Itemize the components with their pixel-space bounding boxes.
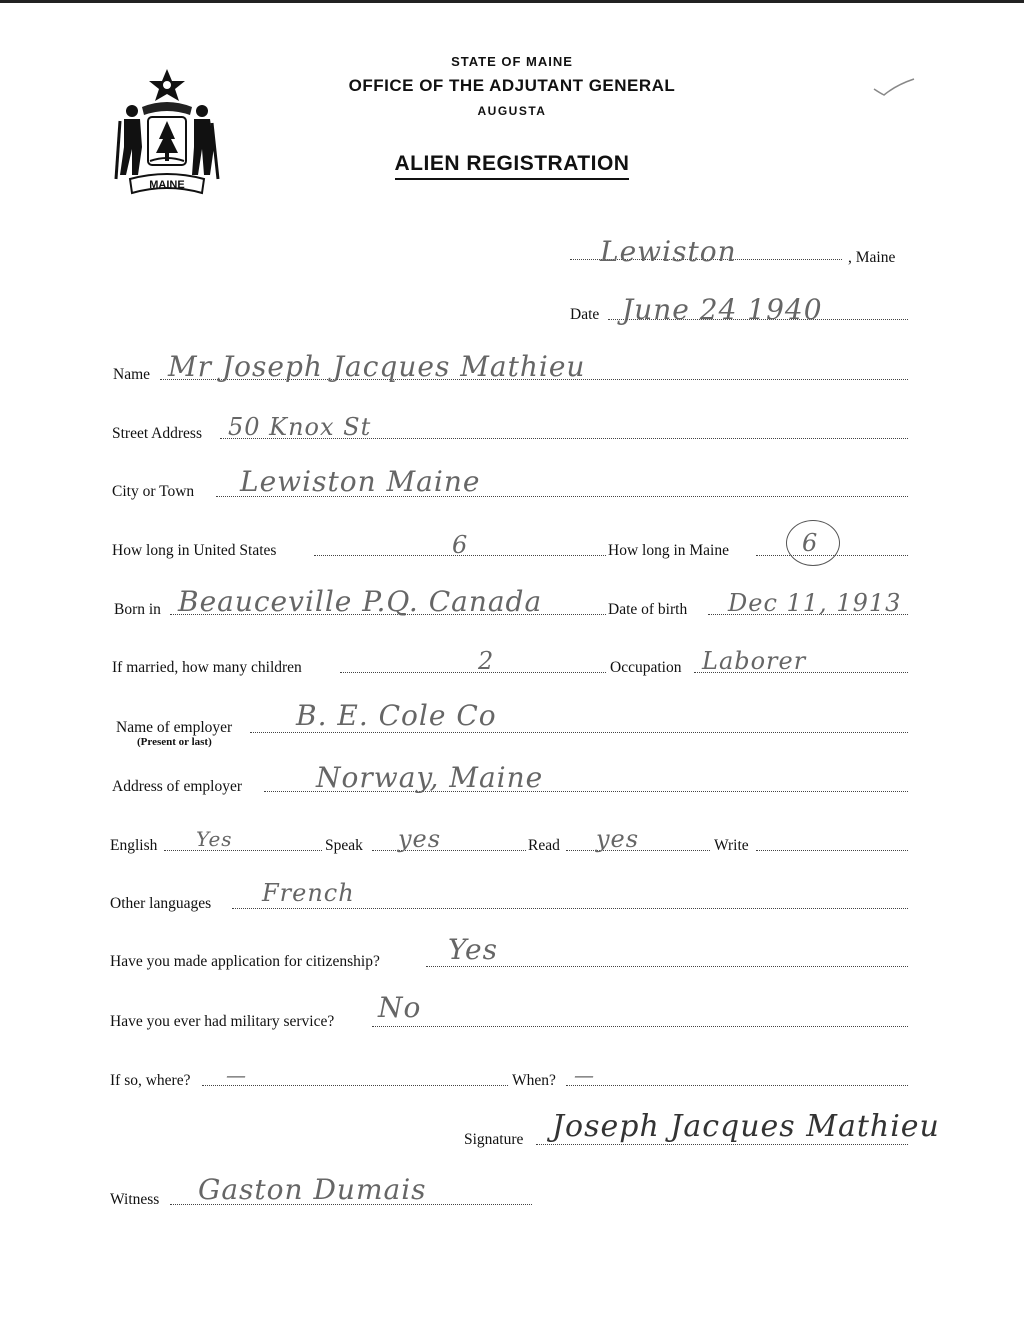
born-value: Beauceville P.Q. Canada: [178, 585, 543, 618]
military-value: No: [378, 991, 422, 1024]
occupation-value: Laborer: [702, 647, 807, 675]
when-line: [566, 1085, 908, 1086]
citizenship-value: Yes: [448, 933, 498, 966]
speak-line: [372, 850, 526, 851]
english-value: Yes: [196, 827, 233, 851]
where-value: —: [226, 1063, 247, 1087]
date-value: June 24 1940: [622, 293, 823, 326]
employer-address-value: Norway, Maine: [316, 761, 544, 794]
city-label: City or Town: [112, 483, 195, 500]
name-label: Name: [113, 366, 151, 383]
dob-value: Dec 11, 1913: [728, 589, 902, 617]
english-line: [164, 850, 322, 851]
citizenship-line: [426, 966, 908, 967]
years-maine-label: How long in Maine: [608, 542, 729, 559]
city-value: Lewiston Maine: [240, 465, 481, 498]
children-line: [340, 672, 606, 673]
town-value: Lewiston: [600, 235, 737, 268]
children-value: 2: [478, 647, 495, 675]
city-heading: AUGUSTA: [477, 104, 547, 118]
read-label: Read: [528, 837, 560, 854]
write-line: [756, 850, 908, 851]
office-heading: OFFICE OF THE ADJUTANT GENERAL: [348, 76, 676, 95]
seal-text: MAINE: [149, 179, 185, 191]
form-title: ALIEN REGISTRATION: [395, 152, 630, 180]
military-line: [372, 1026, 908, 1027]
speak-value: yes: [398, 825, 442, 853]
state-heading: STATE OF MAINE: [451, 54, 573, 69]
english-label: English: [110, 837, 158, 854]
military-label: Have you ever had military service?: [110, 1013, 335, 1030]
other-languages-label: Other languages: [110, 895, 212, 912]
dob-label: Date of birth: [608, 601, 688, 618]
read-value: yes: [596, 825, 640, 853]
employer-address-label: Address of employer: [112, 778, 242, 795]
signature-line: [536, 1144, 908, 1145]
maine-suffix: , Maine: [848, 249, 896, 266]
street-value: 50 Knox St: [228, 413, 372, 441]
street-label: Street Address: [112, 425, 202, 442]
speak-label: Speak: [325, 837, 363, 854]
employer-label: Name of employer: [116, 719, 233, 736]
employer-note: (Present or last): [137, 736, 212, 748]
citizenship-label: Have you made application for citizenship?: [110, 953, 380, 970]
employer-line: [250, 732, 908, 733]
where-label: If so, where?: [110, 1072, 191, 1089]
name-value: Mr Joseph Jacques Mathieu: [168, 350, 586, 383]
where-line: [202, 1085, 508, 1086]
date-label: Date: [570, 306, 600, 323]
occupation-label: Occupation: [610, 659, 682, 676]
other-languages-value: French: [262, 879, 355, 907]
other-languages-line: [232, 908, 908, 909]
employer-value: B. E. Cole Co: [296, 699, 497, 732]
years-maine-value: 6: [802, 529, 819, 557]
witness-value: Gaston Dumais: [198, 1173, 427, 1206]
when-value: —: [574, 1063, 595, 1087]
years-us-label: How long in United States: [112, 542, 277, 559]
signature-value: Joseph Jacques Mathieu: [552, 1109, 940, 1144]
children-label: If married, how many children: [112, 659, 302, 676]
signature-label: Signature: [464, 1131, 524, 1148]
witness-label: Witness: [110, 1191, 160, 1208]
born-label: Born in: [114, 601, 161, 618]
when-label: When?: [512, 1072, 556, 1089]
years-us-value: 6: [452, 531, 469, 559]
write-label: Write: [714, 837, 749, 854]
